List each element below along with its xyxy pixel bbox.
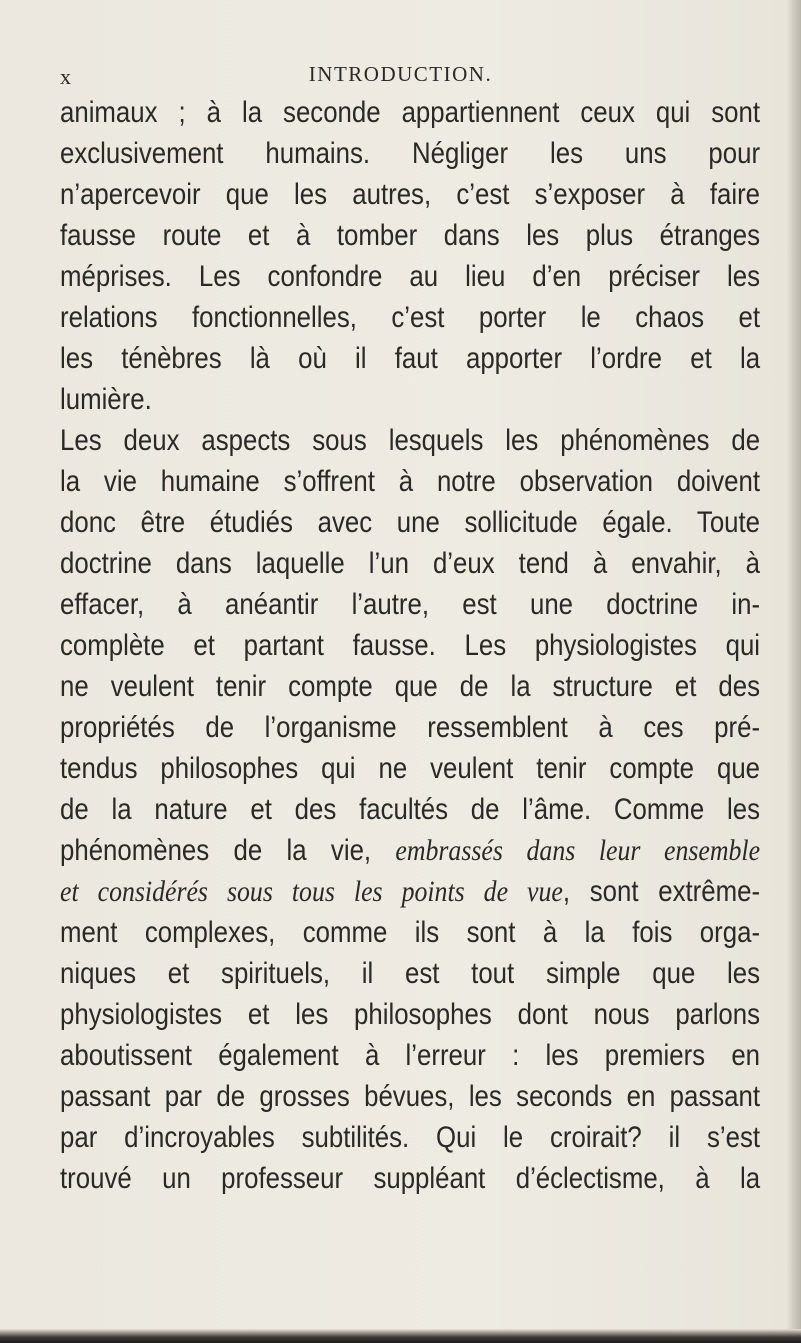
page-edge-shadow — [787, 0, 801, 1343]
running-head: INTRODUCTION. — [308, 62, 493, 86]
text-line: Les deux aspects sous lesquels les phénomènes de — [60, 424, 761, 457]
italic-segment: embrassés dans leur ensemble — [395, 834, 761, 867]
text-line: effacer, à anéantir l’autre, est une doctrine in- — [60, 588, 761, 621]
page-bottom-edge — [0, 1329, 801, 1343]
text-line: fausse route et à tomber dans les plus étranges — [60, 219, 761, 252]
line-segment: , sont extrême- — [562, 875, 761, 908]
line-segment: phénomènes de la vie, — [60, 834, 396, 867]
text-line: tendus philosophes qui ne veulent tenir compte que — [60, 752, 761, 785]
text-line: ment complexes, comme ils sont à la fois orga- — [60, 916, 761, 949]
text-line: donc être étudiés avec une sollicitude égale. Toute — [60, 506, 761, 539]
text-line: méprises. Les confondre au lieu d’en préciser les — [60, 260, 761, 293]
text-line: doctrine dans laquelle l’un d’eux tend à envahir, à — [60, 547, 761, 580]
text-line-mixed — [60, 830, 760, 871]
text-line: complète et partant fausse. Les physiologistes qui — [60, 629, 761, 662]
text-line: animaux ; à la seconde appartiennent ceux qui sont — [60, 96, 761, 129]
text-line: passant par de grosses bévues, les seconds en passant — [60, 1080, 761, 1113]
body-text — [60, 92, 760, 1199]
text-line: propriétés de l’organisme ressemblent à ces pré- — [60, 711, 761, 744]
text-line-mixed — [60, 871, 760, 912]
text-line: niques et spirituels, il est tout simple que les — [60, 957, 761, 990]
text-line: physiologistes et les philosophes dont nous parlons — [60, 998, 761, 1031]
text-line: aboutissent également à l’erreur : les premiers en — [60, 1039, 761, 1072]
text-line: exclusivement humains. Négliger les uns pour — [60, 137, 761, 170]
text-line: n’apercevoir que les autres, c’est s’exposer à faire — [60, 178, 761, 211]
page-number: x — [60, 64, 72, 89]
text-line: la vie humaine s’offrent à notre observation doivent — [60, 465, 761, 498]
text-line: trouvé un professeur suppléant d’éclectisme, à la — [60, 1162, 761, 1195]
text-line: par d’incroyables subtilités. Qui le croirait? il s’est — [60, 1121, 761, 1154]
italic-segment: et considérés sous tous les points de vue — [60, 875, 563, 908]
text-line: lumière. — [60, 383, 152, 416]
page-header — [60, 58, 741, 88]
text-line: les ténèbres là où il faut apporter l’ordre et la — [60, 342, 761, 375]
text-line: relations fonctionnelles, c’est porter le chaos et — [60, 301, 761, 334]
text-line: de la nature et des facultés de l’âme. Comme les — [60, 793, 761, 826]
text-line: ne veulent tenir compte que de la structure et des — [60, 670, 761, 703]
